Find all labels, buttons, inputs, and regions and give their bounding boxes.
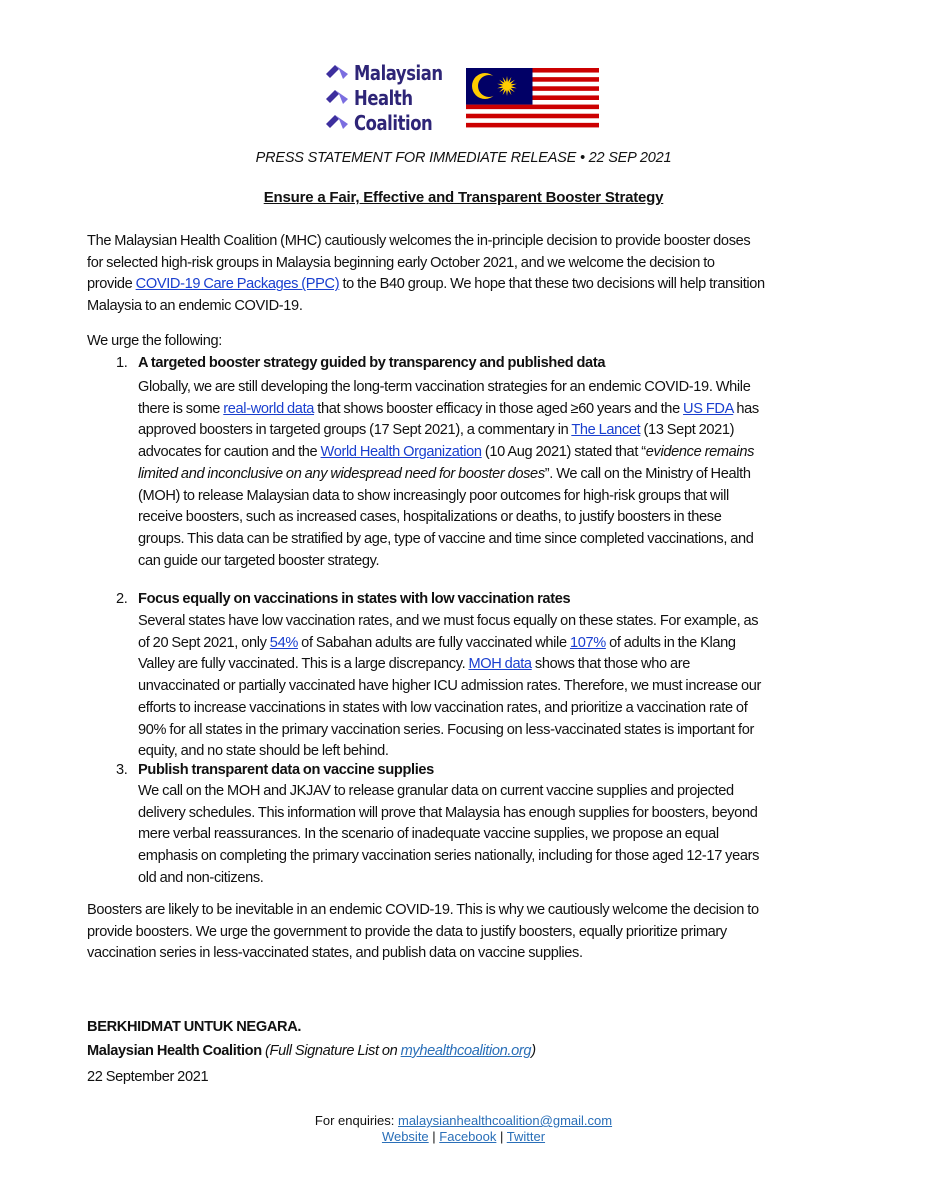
intro-paragraph: [87, 231, 847, 318]
website-link[interactable]: Website: [381, 1129, 429, 1144]
text-line: receive boosters, such as increased cases, hospitalizations or deaths, to justify boosters in these: [138, 509, 722, 526]
list-number: 1.: [116, 355, 128, 371]
real-world-data-link[interactable]: real-world data: [223, 400, 315, 417]
text: to the B40 group. We hope that these two decisions will help transition: [339, 276, 765, 293]
mhc-logo: [326, 60, 456, 135]
enquiries-label: For enquiries:: [314, 1113, 398, 1128]
logo-line-1: Malaysian: [354, 60, 443, 85]
diamond-chevron-icon: [326, 113, 348, 133]
text: of adults in the Klang: [605, 634, 736, 651]
flag-stripe: [466, 105, 599, 110]
text-line: mere verbal reassurances. In the scenario of inadequate vaccine supplies, we propose an equal: [138, 826, 719, 843]
text-line: emphasis on completing the primary vaccination series nationally, including for those aged 12-17 years: [138, 848, 760, 865]
text: shows that those who are: [531, 656, 690, 673]
closing-paragraph: [87, 900, 847, 965]
text-line: [138, 420, 858, 442]
item-paragraph: [138, 781, 858, 890]
text-line: unvaccinated or partially vaccinated have higher ICU admission rates. Therefore, we must increase our: [138, 678, 762, 695]
text: provide: [87, 276, 136, 293]
text-line: (MOH) to release Malaysian data to show increasingly poor outcomes for high-risk groups that will: [138, 487, 729, 504]
facebook-link[interactable]: Facebook: [439, 1129, 497, 1144]
statement-title: Ensure a Fair, Effective and Transparent Booster Strategy: [263, 189, 664, 206]
text-line: 90% for all states in the primary vaccination series. Focusing on less-vaccinated states is important for: [138, 721, 755, 738]
logo-line-2: Health: [354, 85, 413, 110]
text-line: groups. This data can be stratified by age, type of vaccine and time since completed vaccinations, and: [138, 530, 754, 547]
footer: [0, 1113, 927, 1145]
diamond-chevron-icon: [326, 88, 348, 108]
text-line: Malaysia to an endemic COVID-19.: [87, 298, 303, 315]
signature-org: Malaysian Health Coalition: [87, 1043, 262, 1059]
who-link[interactable]: World Health Organization: [320, 444, 482, 461]
text-line: Several states have low vaccination rates, and we must focus equally on these states. For example, as: [138, 613, 759, 629]
text: advocates for caution and the: [138, 444, 321, 461]
text-line: [138, 633, 858, 655]
text-line: old and non-citizens.: [138, 869, 264, 886]
twitter-link[interactable]: Twitter: [506, 1129, 546, 1144]
item-paragraph: [138, 377, 858, 572]
moh-data-link[interactable]: MOH data: [468, 656, 532, 673]
diamond-chevron-icon: [326, 63, 348, 83]
separator: |: [496, 1129, 507, 1144]
signature-line: [87, 1041, 536, 1063]
text-line: [138, 654, 858, 676]
text: Valley are fully vaccinated. This is a large discrepancy.: [138, 656, 469, 673]
text-line: efforts to increase vaccinations in states with low vaccination rates, and prioritize a vaccination rate of: [138, 699, 748, 716]
text-line: can guide our targeted booster strategy.: [138, 552, 380, 569]
text-line: [138, 442, 858, 464]
separator: |: [428, 1129, 440, 1144]
email-link[interactable]: malaysianhealthcoalition@gmail.com: [398, 1113, 613, 1128]
the-lancet-link[interactable]: The Lancet: [571, 422, 641, 439]
text: has: [733, 400, 759, 417]
item-heading: A targeted booster strategy guided by transparency and published data: [138, 355, 606, 371]
text-line: The Malaysian Health Coalition (MHC) cautiously welcomes the in-principle decision to provide booster doses: [87, 233, 751, 249]
text-line: for selected high-risk groups in Malaysia beginning early October 2021, and we welcome the decision to: [87, 254, 715, 271]
motto: BERKHIDMAT UNTUK NEGARA.: [87, 1019, 302, 1035]
footer-links: [0, 1129, 927, 1145]
item-paragraph: [138, 611, 858, 763]
text: of 20 Sept 2021, only: [138, 634, 270, 651]
list-number: 3.: [116, 762, 128, 778]
text-line: We call on the MOH and JKJAV to release granular data on current vaccine supplies and projected: [138, 783, 734, 799]
crescent-mask: [478, 75, 500, 97]
quote-text: evidence remains: [645, 444, 755, 461]
text: ): [531, 1043, 536, 1059]
logo-row: [326, 60, 456, 85]
sabah-54-percent-link[interactable]: 54%: [269, 634, 298, 651]
text-line: Globally, we are still developing the long-term vaccination strategies for an endemic COVID-19. While: [138, 379, 751, 395]
text: approved boosters in targeted groups (17 Sept 2021), a commentary in: [138, 422, 572, 439]
text: (13 Sept 2021): [640, 422, 735, 439]
signature-date: 22 September 2021: [87, 1069, 209, 1085]
flag-stripe: [466, 109, 599, 114]
quote-text: limited and inconclusive on any widespread need for booster doses: [138, 465, 545, 482]
malaysia-flag-icon: [466, 68, 599, 132]
text-line: Boosters are likely to be inevitable in an endemic COVID-19. This is why we cautiously welcome the decision to: [87, 902, 759, 918]
klang-valley-107-percent-link[interactable]: 107%: [569, 634, 606, 651]
us-fda-link[interactable]: US FDA: [683, 400, 734, 417]
logo-row: [326, 85, 456, 110]
text-line: vaccination series in less-vaccinated states, and publish data on vaccine supplies.: [87, 945, 583, 962]
text: there is some: [138, 400, 224, 417]
flag-stripe: [466, 127, 599, 132]
text: ”. We call on the Ministry of Health: [544, 465, 751, 482]
text-line: [87, 274, 847, 296]
text: that shows booster efficacy in those aged ≥60 years and the: [314, 400, 684, 417]
item-heading: Publish transparent data on vaccine supplies: [138, 762, 434, 778]
text-line: provide boosters. We urge the government to provide the data to justify boosters, equally prioritize primary: [87, 923, 727, 940]
text: (10 Aug 2021) stated that “: [481, 444, 646, 461]
footer-enquiries: [0, 1113, 927, 1129]
press-release-line: PRESS STATEMENT FOR IMMEDIATE RELEASE • 22 SEP 2021: [255, 150, 672, 166]
urge-label: We urge the following:: [87, 333, 222, 349]
logo-row: [326, 110, 456, 135]
list-number: 2.: [116, 591, 128, 607]
flag-stripe: [466, 123, 599, 128]
text: (Full Signature List on: [261, 1043, 401, 1059]
covid-care-packages-link[interactable]: COVID-19 Care Packages (PPC): [135, 276, 340, 293]
flag-stripe: [466, 114, 599, 119]
text-line: [138, 464, 858, 486]
item-heading: Focus equally on vaccinations in states with low vaccination rates: [138, 591, 571, 607]
flag-stripe: [466, 118, 599, 123]
logo-line-3: Coalition: [354, 110, 433, 135]
text-line: equity, and no state should be left behind.: [138, 743, 389, 760]
text: of Sabahan adults are fully vaccinated while: [297, 634, 570, 651]
text-line: [138, 399, 858, 421]
text-line: delivery schedules. This information will prove that Malaysia has enough supplies for boosters, beyond: [138, 804, 758, 821]
myhealthcoalition-link[interactable]: myhealthcoalition.org: [400, 1043, 532, 1059]
